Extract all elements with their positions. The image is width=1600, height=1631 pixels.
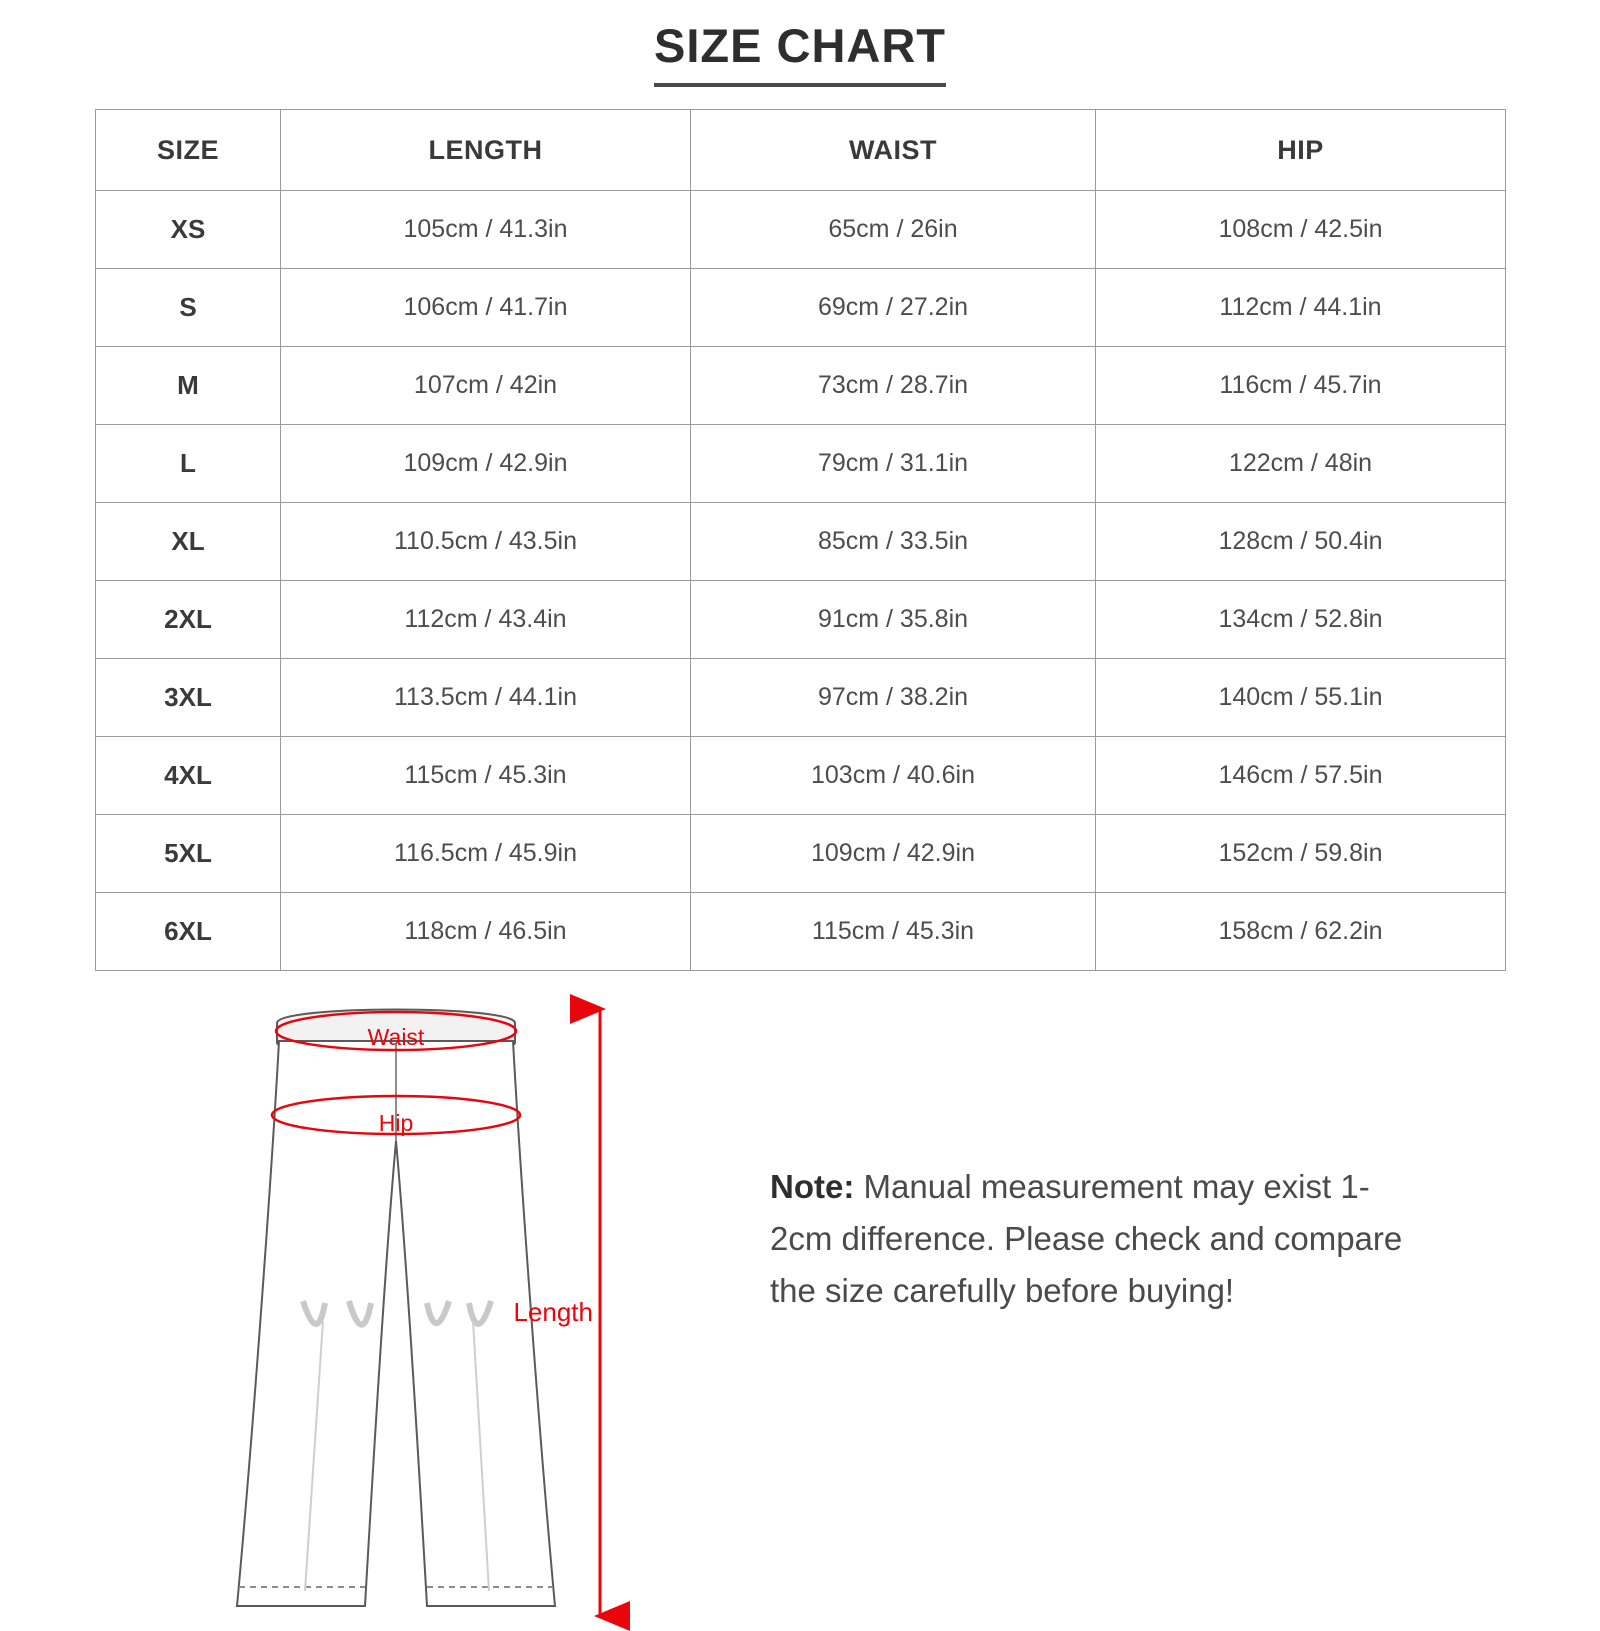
cell-waist: 73cm / 28.7in <box>691 347 1096 425</box>
cell-length: 110.5cm / 43.5in <box>281 503 691 581</box>
cell-hip: 122cm / 48in <box>1096 425 1506 503</box>
cell-waist: 109cm / 42.9in <box>691 815 1096 893</box>
pants-measurement-diagram <box>215 991 635 1631</box>
table-row <box>96 737 1506 815</box>
table-header-row <box>96 110 1506 191</box>
cell-hip: 112cm / 44.1in <box>1096 269 1506 347</box>
column-header-length: LENGTH <box>281 110 691 191</box>
cell-hip: 146cm / 57.5in <box>1096 737 1506 815</box>
table-row <box>96 503 1506 581</box>
table-row <box>96 581 1506 659</box>
cell-length: 116.5cm / 45.9in <box>281 815 691 893</box>
cell-length: 105cm / 41.3in <box>281 191 691 269</box>
length-label: Length <box>513 1297 593 1327</box>
column-header-size: SIZE <box>96 110 281 191</box>
column-header-hip: HIP <box>1096 110 1506 191</box>
cell-hip: 128cm / 50.4in <box>1096 503 1506 581</box>
table-row <box>96 347 1506 425</box>
hip-label: Hip <box>378 1110 414 1136</box>
cell-hip: 158cm / 62.2in <box>1096 893 1506 971</box>
size-table <box>95 109 1506 971</box>
cell-length: 118cm / 46.5in <box>281 893 691 971</box>
cell-length: 107cm / 42in <box>281 347 691 425</box>
table-row <box>96 659 1506 737</box>
cell-waist: 79cm / 31.1in <box>691 425 1096 503</box>
cell-size: 3XL <box>96 659 281 737</box>
table-body <box>96 191 1506 971</box>
lower-section <box>0 991 1600 1631</box>
table-row <box>96 893 1506 971</box>
column-header-waist: WAIST <box>691 110 1096 191</box>
note-text: Manual measurement may exist 1-2cm difference. Please check and compare the size carefully before buying! <box>770 1168 1403 1310</box>
note-prefix: Note: <box>770 1168 855 1205</box>
cell-waist: 103cm / 40.6in <box>691 737 1096 815</box>
cell-waist: 97cm / 38.2in <box>691 659 1096 737</box>
cell-waist: 65cm / 26in <box>691 191 1096 269</box>
table-row <box>96 191 1506 269</box>
cell-waist: 69cm / 27.2in <box>691 269 1096 347</box>
cell-hip: 140cm / 55.1in <box>1096 659 1506 737</box>
size-table-wrapper <box>95 109 1505 971</box>
cell-size: 4XL <box>96 737 281 815</box>
cell-hip: 134cm / 52.8in <box>1096 581 1506 659</box>
table-row <box>96 425 1506 503</box>
cell-length: 106cm / 41.7in <box>281 269 691 347</box>
cell-length: 109cm / 42.9in <box>281 425 691 503</box>
table-row <box>96 269 1506 347</box>
cell-length: 113.5cm / 44.1in <box>281 659 691 737</box>
cell-hip: 108cm / 42.5in <box>1096 191 1506 269</box>
cell-size: 6XL <box>96 893 281 971</box>
table-row <box>96 815 1506 893</box>
cell-hip: 116cm / 45.7in <box>1096 347 1506 425</box>
table-header <box>96 110 1506 191</box>
cell-size: M <box>96 347 281 425</box>
cell-hip: 152cm / 59.8in <box>1096 815 1506 893</box>
cell-size: 5XL <box>96 815 281 893</box>
waist-label: Waist <box>367 1024 425 1050</box>
cell-size: XL <box>96 503 281 581</box>
page-title: SIZE CHART <box>654 18 946 87</box>
cell-length: 115cm / 45.3in <box>281 737 691 815</box>
cell-size: S <box>96 269 281 347</box>
cell-size: XS <box>96 191 281 269</box>
cell-waist: 91cm / 35.8in <box>691 581 1096 659</box>
cell-waist: 85cm / 33.5in <box>691 503 1096 581</box>
cell-size: 2XL <box>96 581 281 659</box>
cell-waist: 115cm / 45.3in <box>691 893 1096 971</box>
cell-length: 112cm / 43.4in <box>281 581 691 659</box>
page-title-wrapper <box>0 0 1600 87</box>
note-block <box>770 1161 1410 1317</box>
cell-size: L <box>96 425 281 503</box>
